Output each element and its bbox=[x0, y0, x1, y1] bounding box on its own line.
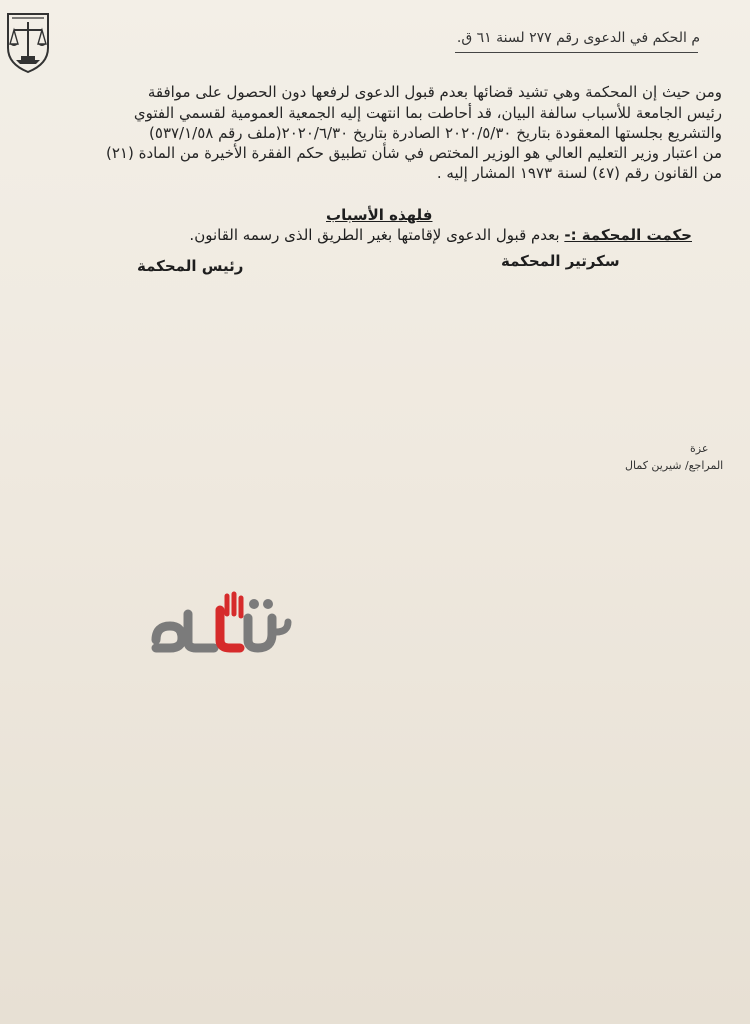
body-line-1: ومن حيث إن المحكمة وهي تشيد قضائها بعدم قبول الدعوى لرفعها دون الحصول على موافقة bbox=[147, 83, 722, 101]
header-underline bbox=[455, 52, 698, 53]
body-line-5: من القانون رقم (٤٧) لسنة ١٩٧٣ المشار إليه . bbox=[436, 164, 722, 182]
body-line-4: من اعتبار وزير التعليم العالي هو الوزير المختص في شأن تطبيق حكم الفقرة الأخيرة من المادة (٢١) bbox=[105, 144, 722, 162]
court-secretary-signature: سكرتير المحكمة bbox=[501, 252, 620, 270]
reviewer-name: المراجع/ شيرين كمال bbox=[625, 459, 724, 472]
reasons-heading: فلهذه الأسباب bbox=[326, 206, 433, 224]
body-line-2: رئيس الجامعة للأسباب سالفة البيان، قد أحاطت بما انتهت إليه الجمعية العمومية لقسمي الفتوي bbox=[133, 104, 722, 122]
body-line-3: والتشريع بجلستها المعقودة بتاريخ ٢٠٢٠/٥/٣٠ الصادرة بتاريخ ٢٠٢٠/٦/٣٠(ملف رقم ٥٣٧/١/٥٨) bbox=[149, 124, 722, 142]
veto-watermark-logo bbox=[148, 584, 293, 654]
case-reference-header: م الحكم في الدعوى رقم ٢٧٧ لسنة ٦١ ق. bbox=[456, 30, 700, 46]
verdict-label: حكمت المحكمة :- bbox=[564, 226, 692, 244]
typist-name: عزة bbox=[690, 442, 709, 455]
verdict-text: بعدم قبول الدعوى لإقامتها بغير الطريق الذى رسمه القانون. bbox=[189, 226, 565, 244]
verdict-line bbox=[189, 226, 692, 244]
scales-of-justice-emblem-icon bbox=[4, 8, 52, 74]
court-president-signature: رئيس المحكمة bbox=[137, 257, 244, 275]
